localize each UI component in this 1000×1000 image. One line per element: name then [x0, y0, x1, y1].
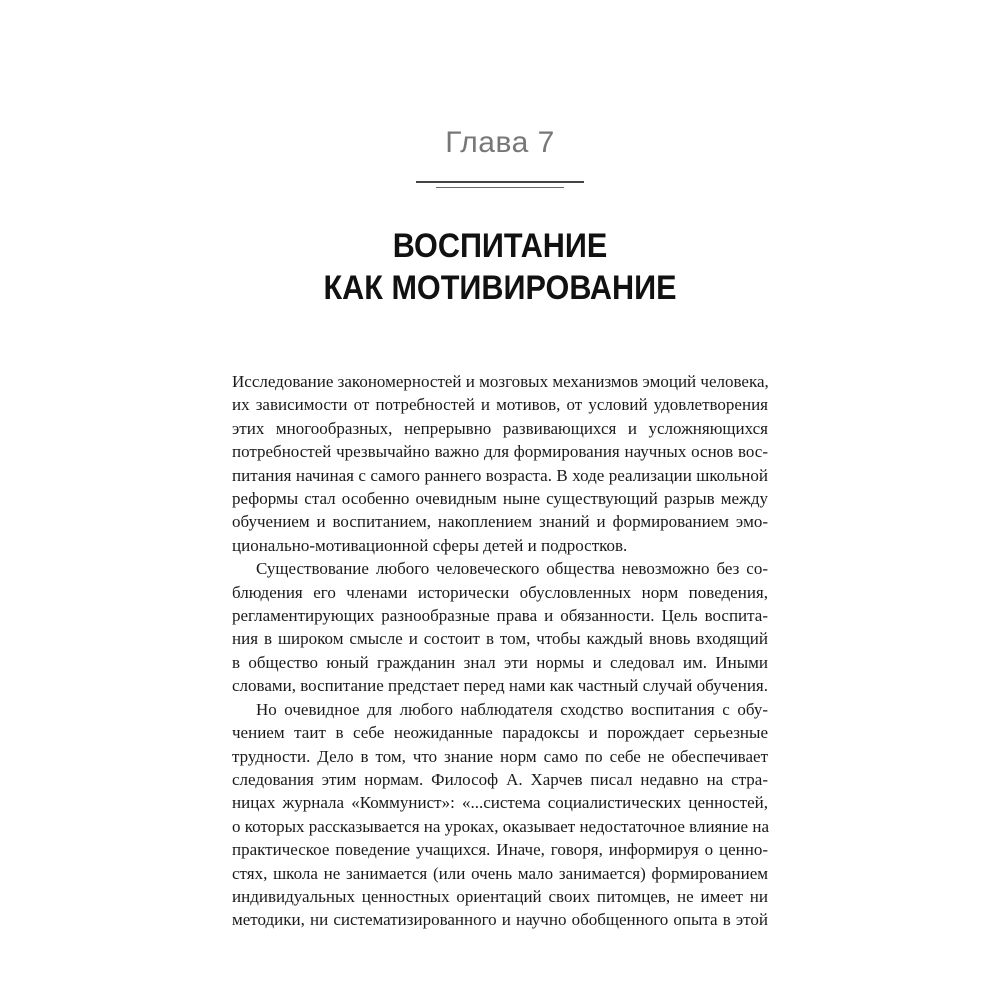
text-line: ционально-мотивационной сферы детей и подростков. — [232, 535, 628, 555]
text-line: чением таит в себе неожиданные парадоксы и порождает серьезные — [232, 723, 768, 743]
text-line: блюдения его членами исторически обусловленных норм поведения, — [232, 582, 768, 602]
text-line: о которых рассказывается на уроках, оказывает недостаточное влияние на — [232, 816, 769, 836]
text-line: ницах журнала «Коммунист»: «...система социалистических ценностей, — [232, 793, 768, 813]
body-text — [232, 370, 768, 932]
text-line: потребностей чрезвычайно важно для формирования научных основ вос- — [232, 442, 768, 462]
text-line: в общество юный гражданин знал эти нормы и следовал им. Иными — [232, 652, 768, 672]
text-line: стях, школа не занимается (или очень мало занимается) формированием — [232, 863, 768, 883]
text-line: ния в широком смысле и состоит в том, чтобы каждый вновь входящий — [232, 629, 768, 649]
chapter-rule-bottom — [436, 187, 564, 188]
text-line: практическое поведение учащихся. Иначе, говоря, информируя о ценно- — [232, 840, 768, 860]
text-line: регламентирующих разнообразные права и обязанности. Цель воспита- — [232, 606, 768, 626]
text-line: Исследование закономерностей и мозговых механизмов эмоций человека, — [232, 372, 769, 391]
text-line: реформы стал особенно очевидным ныне существующий разрыв между — [232, 489, 768, 509]
text-line: словами, воспитание предстает перед нами как частный случай обучения. — [232, 676, 768, 696]
chapter-number: Глава 7 — [445, 126, 555, 159]
text-line: методики, ни систематизированного и научно обобщенного опыта в этой — [232, 910, 768, 930]
chapter-title — [50, 225, 950, 309]
text-line: следования этим нормам. Философ А. Харчев писал недавно на стра- — [232, 769, 768, 789]
text-line: Существование любого человеческого общества невозможно без со- — [256, 559, 768, 579]
chapter-title-line: КАК МОТИВИРОВАНИЕ — [323, 269, 677, 307]
text-line: трудности. Дело в том, что знание норм само по себе не обеспечивает — [232, 746, 768, 766]
chapter-title-line: ВОСПИТАНИЕ — [392, 227, 608, 265]
text-line: индивидуальных ценностных ориентаций своих питомцев, не имеет ни — [232, 886, 768, 906]
text-line: Но очевидное для любого наблюдателя сходство воспитания с обу- — [256, 699, 768, 719]
text-line: их зависимости от потребностей и мотивов, от условий удовлетворения — [232, 395, 768, 415]
text-line: этих многообразных, непрерывно развивающихся и усложняющихся — [232, 418, 768, 438]
chapter-rule-top — [416, 181, 584, 183]
text-line: обучением и воспитанием, накоплением знаний и формированием эмо- — [232, 512, 768, 532]
text-line: питания начиная с самого раннего возраста. В ходе реализации школьной — [232, 465, 768, 485]
